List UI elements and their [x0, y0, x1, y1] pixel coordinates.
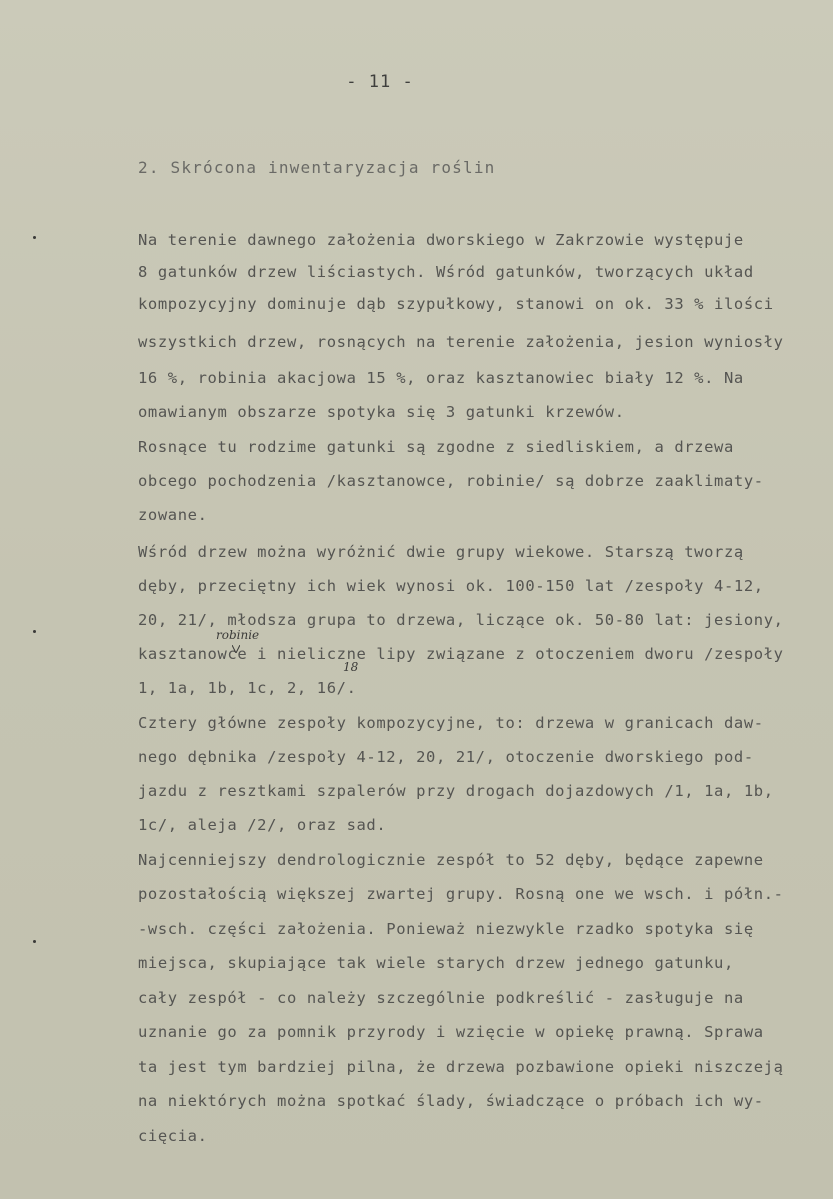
text-line: cięcia.	[138, 1127, 208, 1145]
text-line: kasztanowce i nieliczne lipy związane z otoczeniem dworu /zespoły	[138, 645, 784, 663]
text-line: 20, 21/, młodsza grupa to drzewa, liczące ok. 50-80 lat: jesiony,	[138, 611, 784, 629]
text-line: 1, 1a, 1b, 1c, 2, 16/.	[138, 679, 357, 697]
text-line: pozostałością większej zwartej grupy. Rosną one we wsch. i półn.-	[138, 885, 784, 903]
text-line: nego dębnika /zespoły 4-12, 20, 21/, otoczenie dworskiego pod-	[138, 748, 754, 766]
text-line: Najcenniejszy dendrologicznie zespół to 52 dęby, będące zapewne	[138, 851, 764, 869]
text-line: omawianym obszarze spotyka się 3 gatunki krzewów.	[138, 403, 625, 421]
text-line: na niektórych można spotkać ślady, świadczące o próbach ich wy-	[138, 1092, 764, 1110]
text-line: 16 %, robinia akacjowa 15 %, oraz kasztanowiec biały 12 %. Na	[138, 369, 744, 387]
insertion-caret-icon	[232, 645, 240, 653]
text-line: Rosnące tu rodzime gatunki są zgodne z siedliskiem, a drzewa	[138, 438, 734, 456]
text-line: jazdu z resztkami szpalerów przy drogach dojazdowych /1, 1a, 1b,	[138, 782, 774, 800]
text-line: cały zespół - co należy szczególnie podkreślić - zasługuje na	[138, 989, 744, 1007]
text-line: kompozycyjny dominuje dąb szypułkowy, stanowi on ok. 33 % ilości	[138, 295, 774, 313]
handwritten-correction: 18	[343, 660, 359, 674]
text-line: uznanie go za pomnik przyrody i wzięcie w opiekę prawną. Sprawa	[138, 1023, 764, 1041]
text-line: Wśród drzew można wyróżnić dwie grupy wiekowe. Starszą tworzą	[138, 543, 744, 561]
text-line: obcego pochodzenia /kasztanowce, robinie/ są dobrze zaaklimaty-	[138, 472, 764, 490]
text-line: ta jest tym bardziej pilna, że drzewa pozbawione opieki niszczeją	[138, 1058, 784, 1076]
section-title: 2. Skrócona inwentaryzacja roślin	[138, 158, 496, 177]
text-line: zowane.	[138, 506, 208, 524]
margin-mark	[33, 940, 36, 943]
text-line: Na terenie dawnego założenia dworskiego w Zakrzowie występuje	[138, 231, 744, 249]
text-line: 8 gatunków drzew liściastych. Wśród gatunków, tworzących układ	[138, 263, 754, 281]
text-line: miejsca, skupiające tak wiele starych drzew jednego gatunku,	[138, 954, 734, 972]
margin-mark	[33, 630, 36, 633]
text-line: Cztery główne zespoły kompozycyjne, to: drzewa w granicach daw-	[138, 714, 764, 732]
margin-mark	[33, 236, 36, 239]
text-line: wszystkich drzew, rosnących na terenie założenia, jesion wyniosły	[138, 333, 784, 351]
text-line: 1c/, aleja /2/, oraz sad.	[138, 816, 387, 834]
text-line: -wsch. części założenia. Ponieważ niezwykle rzadko spotyka się	[138, 920, 754, 938]
handwritten-insertion: robinie	[216, 628, 260, 642]
text-line: dęby, przeciętny ich wiek wynosi ok. 100-150 lat /zespoły 4-12,	[138, 577, 764, 595]
page-number: - 11 -	[346, 72, 414, 92]
